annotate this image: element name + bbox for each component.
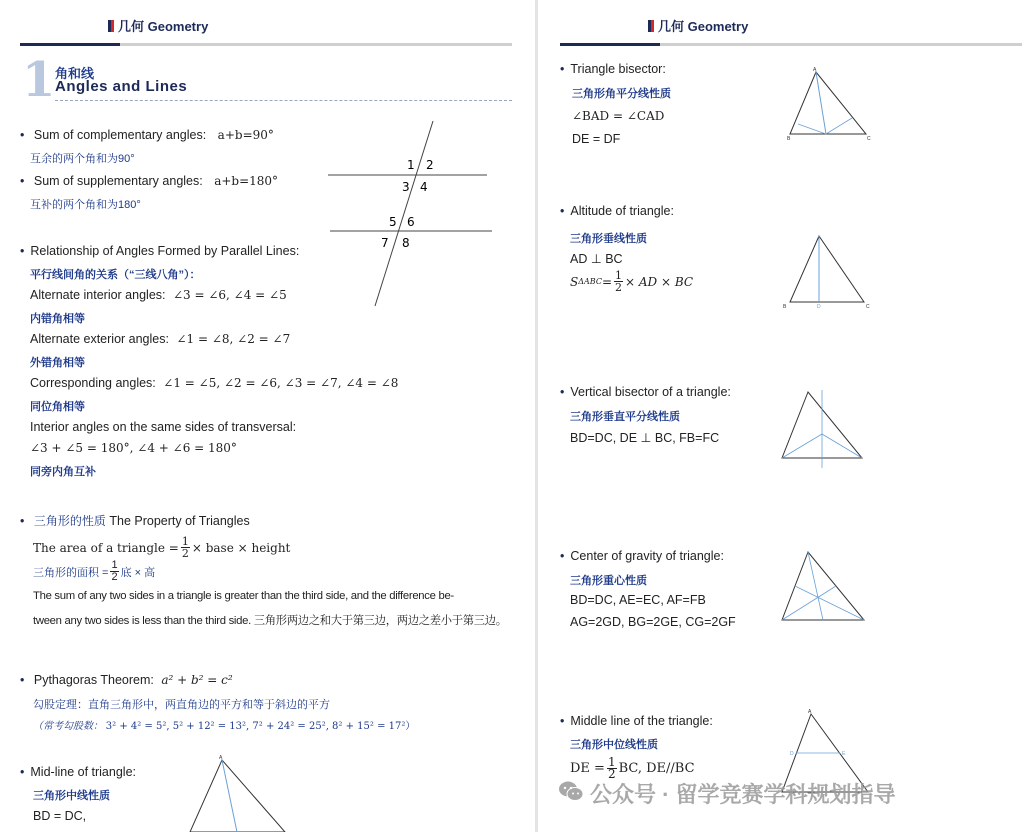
supplementary-cn: 互补的两个角和为180° [30, 199, 141, 211]
right-header-rule-accent [560, 43, 660, 46]
parallel-item: • Relationship of Angles Formed by Parallel Lines: [20, 244, 299, 258]
angle-label-8: 8 [402, 236, 410, 250]
triangle-inequality-line2: tween any two sides is less than the third side. 三角形两边之和大于第三边，两边之差小于第三边。 [33, 615, 507, 627]
complementary-cn: 互余的两个角和为90° [30, 153, 135, 165]
wechat-icon [558, 780, 584, 802]
supplementary-item: • Sum of supplementary angles: a+b=180° [20, 174, 278, 188]
watermark-text: 公众号 · 留学竞赛学科规划指导 [590, 782, 896, 807]
left-header [108, 16, 208, 35]
fb-segment [782, 434, 822, 458]
complementary-item: • Sum of complementary angles: a+b=90° [20, 128, 274, 142]
corresponding-cn: 同位角相等 [30, 401, 85, 413]
parallel-lines-figure [325, 118, 495, 308]
altitude-d-label: D [817, 304, 821, 310]
interior-same-side-formula: ∠3 + ∠5 = 180°, ∠4 + ∠6 = 180° [30, 441, 237, 455]
corresponding: Corresponding angles: ∠1 = ∠5, ∠2 = ∠6, ∠3 = ∠7, ∠4 = ∠8 [30, 376, 399, 390]
middle-line-item: • Middle line of the triangle: [560, 714, 713, 728]
middle-line-cn: 三角形中位线性质 [570, 739, 658, 751]
angle-label-5: 5 [389, 215, 397, 229]
section-number: 1 [22, 52, 56, 108]
left-header-title: 几何 Geometry [118, 19, 209, 34]
gravity-figure [778, 544, 874, 632]
median-cf [795, 586, 864, 620]
triangle-property-item: • 三角形的性质 The Property of Triangles [20, 512, 250, 529]
area-fraction: $\frac{1}{2}$ [181, 535, 189, 560]
alt-interior-cn: 内错角相等 [30, 313, 85, 325]
altitude-area: S ΔABC = $\frac{1}{2}$ × AD × BC [570, 269, 694, 294]
alt-interior: Alternate interior angles: ∠3 = ∠6, ∠4 = ∠5 [30, 288, 287, 302]
vertex-a-label: A [219, 755, 223, 761]
right-page [538, 0, 1024, 832]
angle-label-6: 6 [407, 215, 415, 229]
area-cn-fraction: $\frac{1}{2}$ [111, 559, 118, 583]
bisector-c-label: C [867, 136, 871, 142]
angle-label-4: 4 [420, 180, 428, 194]
vertical-bisector-item: • Vertical bisector of a triangle: [560, 385, 731, 399]
angle-label-3: 3 [402, 180, 410, 194]
midline-cn: 三角形中线性质 [33, 790, 110, 802]
triangle-area-cn: 三角形的面积 = $\frac{1}{2}$ 底 × 高 [33, 559, 156, 583]
middle-a-label: A [808, 709, 812, 715]
bisector-figure [786, 64, 876, 142]
parallel-cn: 平行线间角的关系（“三线八角”）： [30, 269, 201, 281]
section-dashed-rule [55, 100, 512, 101]
interior-same-side-cn: 同旁内角互补 [30, 466, 96, 478]
altitude-c-label: C [866, 304, 870, 310]
altitude-fraction: $\frac{1}{2}$ [615, 269, 622, 294]
left-header-rule-accent [20, 43, 120, 46]
bisector-a-label: A [813, 67, 817, 73]
bisector-triangle [790, 72, 866, 134]
midline-triangle [190, 760, 285, 832]
triangle-area-en: The area of a triangle = $\frac{1}{2}$ × base × height [33, 535, 291, 560]
angle-label-2: 2 [426, 158, 434, 172]
middle-line-formula: DE = $\frac{1}{2}$ BC, DE//BC [570, 755, 695, 781]
angle-label-7: 7 [381, 236, 389, 250]
vertical-bisector-figure [778, 382, 874, 470]
middle-e-label: E [842, 751, 846, 757]
triangle-inequality-line1: The sum of any two sides in a triangle is greater than the third side, and the difference be- [33, 590, 454, 602]
median-line [222, 760, 237, 832]
gravity-item: • Center of gravity of triangle: [560, 549, 724, 563]
gravity-cn: 三角形重心性质 [570, 575, 647, 587]
bisector-item: • Triangle bisector: [560, 62, 666, 76]
pythagoras-cn: 勾股定理：直角三角形中，两直角边的平方和等于斜边的平方 [33, 699, 330, 711]
perp-de [798, 124, 826, 134]
pythagoras-item: • Pythagoras Theorem: a² + b² = c² [20, 673, 233, 687]
bisector-f1: ∠BAD = ∠CAD [572, 109, 665, 123]
fc-segment [822, 434, 862, 458]
altitude-item: • Altitude of triangle: [560, 204, 674, 218]
middle-d-label: D [790, 751, 794, 757]
midline-figure [185, 752, 295, 832]
angle-bisector-line [816, 72, 826, 134]
alt-exterior-cn: 外错角相等 [30, 357, 85, 369]
bisector-cn: 三角形角平分线性质 [572, 88, 671, 100]
vertical-bisector-cn: 三角形垂直平分线性质 [570, 411, 680, 423]
header-mark-icon [108, 20, 114, 32]
perp-df [826, 118, 852, 134]
altitude-cn: 三角形垂线性质 [570, 233, 647, 245]
interior-same-side: Interior angles on the same sides of transversal: [30, 420, 297, 434]
gravity-triangle [782, 552, 864, 620]
bisector-f2: DE = DF [572, 132, 621, 146]
alt-exterior: Alternate exterior angles: ∠1 = ∠8, ∠2 = ∠7 [30, 332, 291, 346]
midline-item: • Mid-line of triangle: [20, 765, 136, 779]
altitude-figure [782, 228, 874, 312]
altitude-f1: AD ⊥ BC [570, 252, 623, 266]
middle-line-fraction: $\frac{1}{2}$ [607, 755, 616, 781]
right-header-title: 几何 Geometry [658, 19, 749, 34]
header-mark-icon [648, 20, 654, 32]
gravity-f1: BD=DC, AE=EC, AF=FB [570, 593, 706, 607]
pythagoras-examples: （常考勾股数： 3² + 4² = 5², 5² + 12² = 13², 7² + 24² = 25², 8² + 15² = 17²） [33, 721, 416, 732]
median-be [782, 586, 836, 620]
right-header [648, 16, 748, 35]
altitude-triangle [790, 236, 864, 302]
median-ad [808, 552, 823, 620]
altitude-b-label: B [783, 304, 787, 310]
transversal-line [375, 121, 433, 306]
midline-formula: BD = DC, [33, 809, 87, 823]
gravity-f2: AG=2GD, BG=2GE, CG=2GF [570, 615, 736, 629]
section-title-cn: 角和线 [55, 66, 95, 81]
angle-label-1: 1 [407, 158, 415, 172]
vertical-bisector-f1: BD=DC, DE ⊥ BC, FB=FC [570, 431, 720, 445]
section-title-en: Angles and Lines [55, 78, 188, 95]
bisector-b-label: B [787, 136, 791, 142]
